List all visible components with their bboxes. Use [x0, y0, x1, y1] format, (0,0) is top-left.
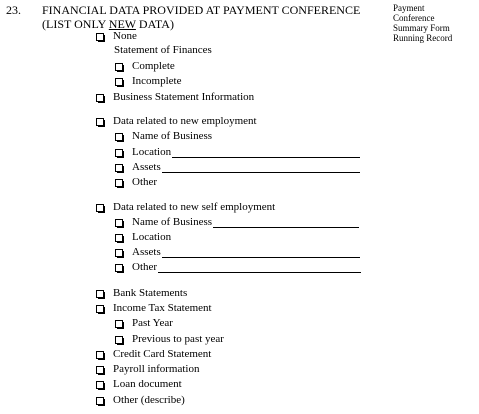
- checkbox-ne-location-row[interactable]: [115, 146, 360, 159]
- checkbox-new-self-employment-row[interactable]: [96, 201, 275, 214]
- label-statement-of-finances: Statement of Finances: [114, 44, 212, 56]
- question-title: [42, 3, 382, 31]
- checkbox-ne-assets-row[interactable]: [115, 161, 360, 174]
- checkbox-ne-assets[interactable]: [115, 164, 123, 172]
- side-label-summary-form: Summary Form: [393, 23, 450, 33]
- checkbox-ne-other-row[interactable]: [115, 176, 157, 189]
- checkbox-credit-card-row[interactable]: [96, 348, 211, 361]
- checkbox-none-row[interactable]: [96, 30, 137, 43]
- label-ne-other: Other: [132, 176, 158, 188]
- checkbox-complete-row[interactable]: [115, 60, 175, 73]
- label-ne-name: Name of Business: [132, 130, 213, 142]
- form-reference-list: [393, 3, 452, 43]
- label-payroll: Payroll information: [113, 363, 200, 375]
- label-nse-location: Location: [132, 231, 172, 243]
- checkbox-nse-location[interactable]: [115, 234, 123, 242]
- label-income-tax: Income Tax Statement: [113, 302, 212, 314]
- checkbox-incomplete-row[interactable]: [115, 75, 181, 88]
- ne-assets-blank[interactable]: [162, 161, 360, 173]
- checkbox-previous-year-row[interactable]: [115, 333, 224, 346]
- ne-location-blank[interactable]: [172, 146, 360, 158]
- label-previous-year: Previous to past year: [132, 333, 224, 345]
- nse-other-blank[interactable]: [158, 261, 361, 273]
- checkbox-business-statement[interactable]: [96, 94, 104, 102]
- side-label-payment: Payment: [393, 3, 425, 13]
- checkbox-ne-name-row[interactable]: [115, 130, 212, 143]
- side-label-conference: Conference: [393, 13, 435, 23]
- checkbox-none[interactable]: [96, 33, 104, 41]
- checkbox-nse-other-row[interactable]: [115, 261, 361, 274]
- label-business-statement: Business Statement Information: [113, 91, 255, 103]
- checkbox-past-year[interactable]: [115, 320, 123, 328]
- statement-of-finances-label-row: [114, 44, 212, 57]
- checkbox-ne-location[interactable]: [115, 149, 123, 157]
- label-bank-statements: Bank Statements: [113, 287, 188, 299]
- label-nse-name: Name of Business: [132, 216, 213, 228]
- title-underlined: NEW: [108, 17, 136, 31]
- checkbox-ne-name[interactable]: [115, 133, 123, 141]
- checkbox-incomplete[interactable]: [115, 78, 123, 86]
- checkbox-loan-document[interactable]: [96, 381, 104, 389]
- checkbox-nse-assets[interactable]: [115, 249, 123, 257]
- label-new-employment: Data related to new employment: [113, 115, 257, 127]
- checkbox-other-describe-row[interactable]: [96, 394, 185, 407]
- side-label-running-record: Running Record: [393, 33, 453, 43]
- label-none: None: [113, 30, 137, 42]
- title-part2: (LIST ONLY: [42, 17, 109, 31]
- nse-assets-blank[interactable]: [162, 246, 360, 258]
- label-incomplete: Incomplete: [132, 75, 182, 87]
- checkbox-new-self-employment[interactable]: [96, 204, 104, 212]
- label-past-year: Past Year: [132, 317, 173, 329]
- checkbox-nse-other[interactable]: [115, 264, 123, 272]
- checkbox-nse-location-row[interactable]: [115, 231, 171, 244]
- checkbox-loan-document-row[interactable]: [96, 378, 182, 391]
- checkbox-ne-other[interactable]: [115, 179, 123, 187]
- checkbox-new-employment[interactable]: [96, 118, 104, 126]
- checkbox-credit-card[interactable]: [96, 351, 104, 359]
- label-nse-other: Other: [132, 261, 158, 273]
- checkbox-payroll-row[interactable]: [96, 363, 199, 376]
- checkbox-income-tax[interactable]: [96, 305, 104, 313]
- label-credit-card: Credit Card Statement: [113, 348, 212, 360]
- checkbox-previous-year[interactable]: [115, 336, 123, 344]
- label-new-self-employment: Data related to new self employment: [113, 201, 276, 213]
- question-title-line2: [42, 17, 382, 31]
- checkbox-nse-assets-row[interactable]: [115, 246, 360, 259]
- label-complete: Complete: [132, 60, 175, 72]
- checkbox-other-describe[interactable]: [96, 397, 104, 405]
- checkbox-nse-name[interactable]: [115, 219, 123, 227]
- checkbox-new-employment-row[interactable]: [96, 115, 257, 128]
- nse-name-blank[interactable]: [213, 216, 359, 228]
- label-nse-assets: Assets: [132, 246, 161, 258]
- question-number: 23.: [6, 3, 21, 17]
- checkbox-complete[interactable]: [115, 63, 123, 71]
- checkbox-past-year-row[interactable]: [115, 317, 173, 330]
- title-part3: DATA): [135, 17, 174, 31]
- checkbox-business-statement-row[interactable]: [96, 91, 254, 104]
- checkbox-income-tax-row[interactable]: [96, 302, 212, 315]
- question-title-line1: FINANCIAL DATA PROVIDED AT PAYMENT CONFERENCE: [42, 3, 361, 17]
- checkbox-bank-statements[interactable]: [96, 290, 104, 298]
- label-loan-document: Loan document: [113, 378, 182, 390]
- label-other-describe: Other (describe): [113, 394, 185, 406]
- label-ne-assets: Assets: [132, 161, 161, 173]
- label-ne-location: Location: [132, 146, 172, 158]
- checkbox-payroll[interactable]: [96, 366, 104, 374]
- checkbox-nse-name-row[interactable]: [115, 216, 359, 229]
- checkbox-bank-statements-row[interactable]: [96, 287, 187, 300]
